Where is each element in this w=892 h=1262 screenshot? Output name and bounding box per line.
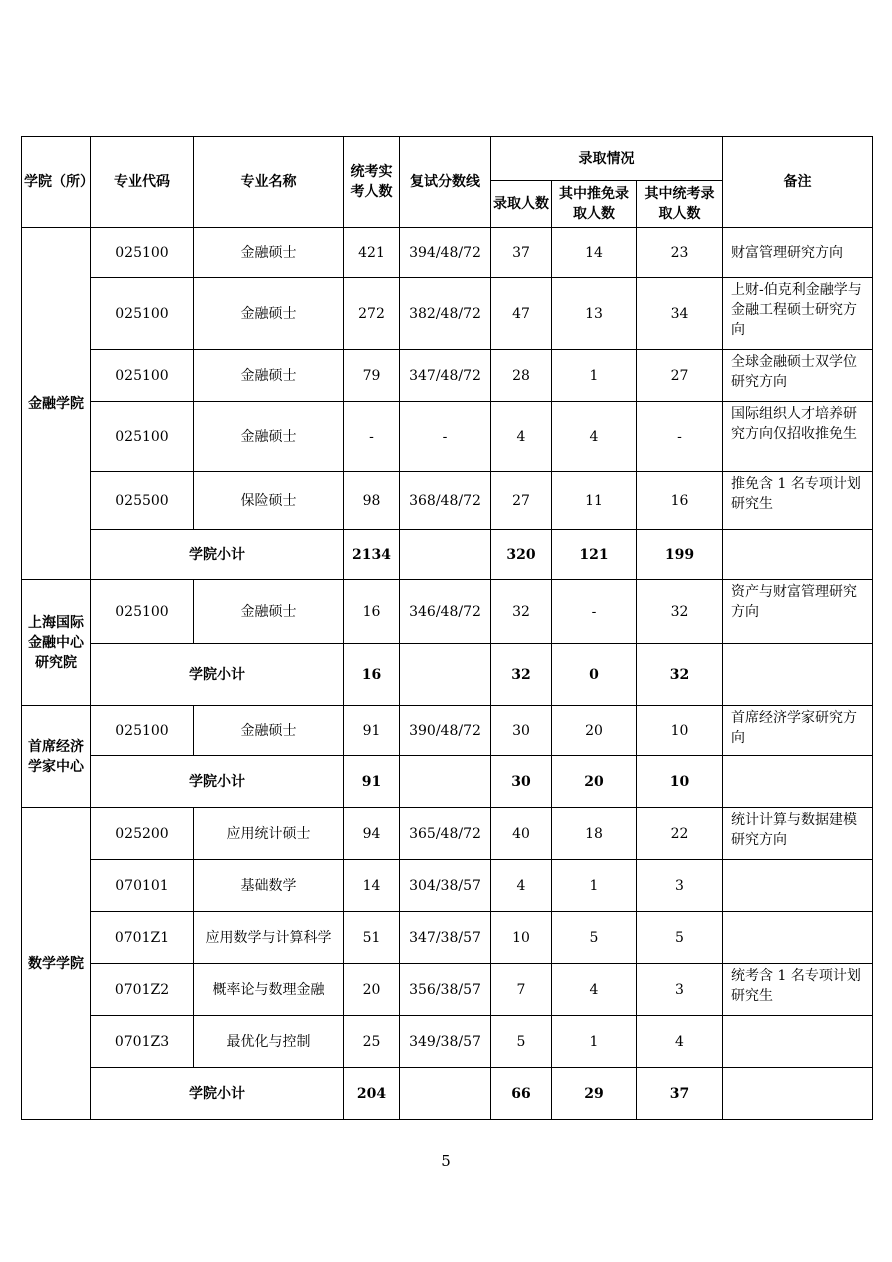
cell-exam: 51 — [344, 912, 400, 964]
cell-admitted: 27 — [491, 472, 552, 530]
cell-code: 025500 — [91, 472, 194, 530]
table-row — [22, 1016, 873, 1068]
cell-name: 应用数学与计算科学 — [194, 912, 344, 964]
college-finance: 金融学院 — [22, 228, 91, 580]
cell-cutoff: 368/48/72 — [400, 472, 491, 530]
subtotal-note — [723, 756, 873, 808]
subtotal-note — [723, 644, 873, 706]
cell-name: 金融硕士 — [194, 402, 344, 472]
cell-cutoff: 304/38/57 — [400, 860, 491, 912]
cell-cutoff: 347/38/57 — [400, 912, 491, 964]
cell-note: 财富管理研究方向 — [723, 228, 873, 278]
subtotal-label: 学院小计 — [91, 1068, 344, 1120]
cell-name: 基础数学 — [194, 860, 344, 912]
cell-exam: - — [344, 402, 400, 472]
header-cutoff: 复试分数线 — [400, 137, 491, 228]
cell-note: 国际组织人才培养研究方向仅招收推免生 — [723, 402, 873, 472]
cell-cutoff: 365/48/72 — [400, 808, 491, 860]
cell-unified: 3 — [637, 860, 723, 912]
cell-exam: 25 — [344, 1016, 400, 1068]
subtotal-recommended: 0 — [552, 644, 637, 706]
cell-cutoff: 382/48/72 — [400, 278, 491, 350]
cell-name: 最优化与控制 — [194, 1016, 344, 1068]
table-row — [22, 402, 873, 472]
table-row — [22, 228, 873, 278]
cell-unified: 34 — [637, 278, 723, 350]
header-admission: 录取情况 — [491, 137, 723, 181]
cell-unified: 3 — [637, 964, 723, 1016]
cell-unified: 10 — [637, 706, 723, 756]
cell-code: 025100 — [91, 350, 194, 402]
cell-admitted: 7 — [491, 964, 552, 1016]
cell-cutoff: 346/48/72 — [400, 580, 491, 644]
cell-exam: 421 — [344, 228, 400, 278]
cell-recommended: 1 — [552, 350, 637, 402]
subtotal-row — [22, 644, 873, 706]
cell-unified: 4 — [637, 1016, 723, 1068]
cell-admitted: 4 — [491, 860, 552, 912]
header-name: 专业名称 — [194, 137, 344, 228]
cell-note: 首席经济学家研究方向 — [723, 706, 873, 756]
cell-unified: 32 — [637, 580, 723, 644]
subtotal-admitted: 30 — [491, 756, 552, 808]
cell-name: 金融硕士 — [194, 278, 344, 350]
subtotal-unified: 37 — [637, 1068, 723, 1120]
page-number: 5 — [441, 1152, 451, 1170]
cell-recommended: 11 — [552, 472, 637, 530]
cell-recommended: 4 — [552, 402, 637, 472]
cell-note — [723, 860, 873, 912]
cell-recommended: 20 — [552, 706, 637, 756]
cell-name: 应用统计硕士 — [194, 808, 344, 860]
cell-code: 0701Z2 — [91, 964, 194, 1016]
cell-cutoff: 390/48/72 — [400, 706, 491, 756]
cell-recommended: 18 — [552, 808, 637, 860]
subtotal-unified: 10 — [637, 756, 723, 808]
cell-cutoff: - — [400, 402, 491, 472]
cell-note — [723, 1016, 873, 1068]
cell-unified: 27 — [637, 350, 723, 402]
cell-name: 保险硕士 — [194, 472, 344, 530]
cell-code: 025100 — [91, 580, 194, 644]
cell-name: 金融硕士 — [194, 350, 344, 402]
cell-exam: 16 — [344, 580, 400, 644]
header-admitted: 录取人数 — [491, 181, 552, 228]
header-college: 学院（所） — [22, 137, 91, 228]
cell-admitted: 5 — [491, 1016, 552, 1068]
cell-code: 0701Z1 — [91, 912, 194, 964]
cell-recommended: - — [552, 580, 637, 644]
subtotal-exam: 16 — [344, 644, 400, 706]
subtotal-row — [22, 530, 873, 580]
cell-code: 070101 — [91, 860, 194, 912]
cell-note — [723, 912, 873, 964]
cell-recommended: 1 — [552, 1016, 637, 1068]
cell-cutoff: 347/48/72 — [400, 350, 491, 402]
subtotal-label: 学院小计 — [91, 644, 344, 706]
subtotal-cutoff — [400, 1068, 491, 1120]
subtotal-note — [723, 1068, 873, 1120]
cell-admitted: 47 — [491, 278, 552, 350]
cell-code: 0701Z3 — [91, 1016, 194, 1068]
cell-note: 统计计算与数据建模研究方向 — [723, 808, 873, 860]
cell-note: 统考含 1 名专项计划研究生 — [723, 964, 873, 1016]
cell-admitted: 40 — [491, 808, 552, 860]
cell-unified: - — [637, 402, 723, 472]
table-row — [22, 860, 873, 912]
subtotal-cutoff — [400, 644, 491, 706]
cell-unified: 23 — [637, 228, 723, 278]
cell-name: 金融硕士 — [194, 580, 344, 644]
subtotal-admitted: 320 — [491, 530, 552, 580]
subtotal-cutoff — [400, 756, 491, 808]
table-row — [22, 580, 873, 644]
header-code: 专业代码 — [91, 137, 194, 228]
cell-name: 概率论与数理金融 — [194, 964, 344, 1016]
college-chief-economist: 首席经济学家中心 — [22, 706, 91, 808]
subtotal-recommended: 20 — [552, 756, 637, 808]
cell-admitted: 10 — [491, 912, 552, 964]
cell-unified: 22 — [637, 808, 723, 860]
header-exam-count: 统考实考人数 — [344, 137, 400, 228]
cell-recommended: 5 — [552, 912, 637, 964]
cell-code: 025100 — [91, 402, 194, 472]
subtotal-label: 学院小计 — [91, 756, 344, 808]
table-row — [22, 964, 873, 1016]
subtotal-exam: 2134 — [344, 530, 400, 580]
subtotal-recommended: 121 — [552, 530, 637, 580]
cell-unified: 5 — [637, 912, 723, 964]
table-row — [22, 706, 873, 756]
admission-table — [21, 136, 873, 1120]
subtotal-admitted: 66 — [491, 1068, 552, 1120]
cell-code: 025200 — [91, 808, 194, 860]
subtotal-admitted: 32 — [491, 644, 552, 706]
cell-cutoff: 394/48/72 — [400, 228, 491, 278]
cell-note: 推免含 1 名专项计划研究生 — [723, 472, 873, 530]
cell-cutoff: 349/38/57 — [400, 1016, 491, 1068]
cell-admitted: 32 — [491, 580, 552, 644]
cell-cutoff: 356/38/57 — [400, 964, 491, 1016]
cell-code: 025100 — [91, 706, 194, 756]
college-shanghai: 上海国际金融中心研究院 — [22, 580, 91, 706]
cell-recommended: 14 — [552, 228, 637, 278]
subtotal-exam: 204 — [344, 1068, 400, 1120]
table-row — [22, 808, 873, 860]
cell-note: 全球金融硕士双学位研究方向 — [723, 350, 873, 402]
subtotal-recommended: 29 — [552, 1068, 637, 1120]
cell-recommended: 1 — [552, 860, 637, 912]
cell-name: 金融硕士 — [194, 228, 344, 278]
cell-code: 025100 — [91, 278, 194, 350]
subtotal-row — [22, 756, 873, 808]
table-row — [22, 472, 873, 530]
cell-exam: 94 — [344, 808, 400, 860]
header-unified: 其中统考录取人数 — [637, 181, 723, 228]
cell-exam: 91 — [344, 706, 400, 756]
subtotal-cutoff — [400, 530, 491, 580]
table-row — [22, 912, 873, 964]
cell-recommended: 4 — [552, 964, 637, 1016]
subtotal-unified: 32 — [637, 644, 723, 706]
cell-admitted: 4 — [491, 402, 552, 472]
cell-exam: 79 — [344, 350, 400, 402]
cell-unified: 16 — [637, 472, 723, 530]
header-notes: 备注 — [723, 137, 873, 228]
cell-exam: 20 — [344, 964, 400, 1016]
cell-name: 金融硕士 — [194, 706, 344, 756]
cell-code: 025100 — [91, 228, 194, 278]
cell-admitted: 37 — [491, 228, 552, 278]
cell-exam: 98 — [344, 472, 400, 530]
cell-note: 资产与财富管理研究方向 — [723, 580, 873, 644]
cell-admitted: 30 — [491, 706, 552, 756]
subtotal-label: 学院小计 — [91, 530, 344, 580]
subtotal-exam: 91 — [344, 756, 400, 808]
subtotal-note — [723, 530, 873, 580]
header-recommended: 其中推免录取人数 — [552, 181, 637, 228]
subtotal-row — [22, 1068, 873, 1120]
table-row — [22, 278, 873, 350]
subtotal-unified: 199 — [637, 530, 723, 580]
college-math: 数学学院 — [22, 808, 91, 1120]
cell-admitted: 28 — [491, 350, 552, 402]
cell-exam: 272 — [344, 278, 400, 350]
table-row — [22, 350, 873, 402]
cell-recommended: 13 — [552, 278, 637, 350]
cell-note: 上财-伯克利金融学与金融工程硕士研究方向 — [723, 278, 873, 350]
cell-exam: 14 — [344, 860, 400, 912]
